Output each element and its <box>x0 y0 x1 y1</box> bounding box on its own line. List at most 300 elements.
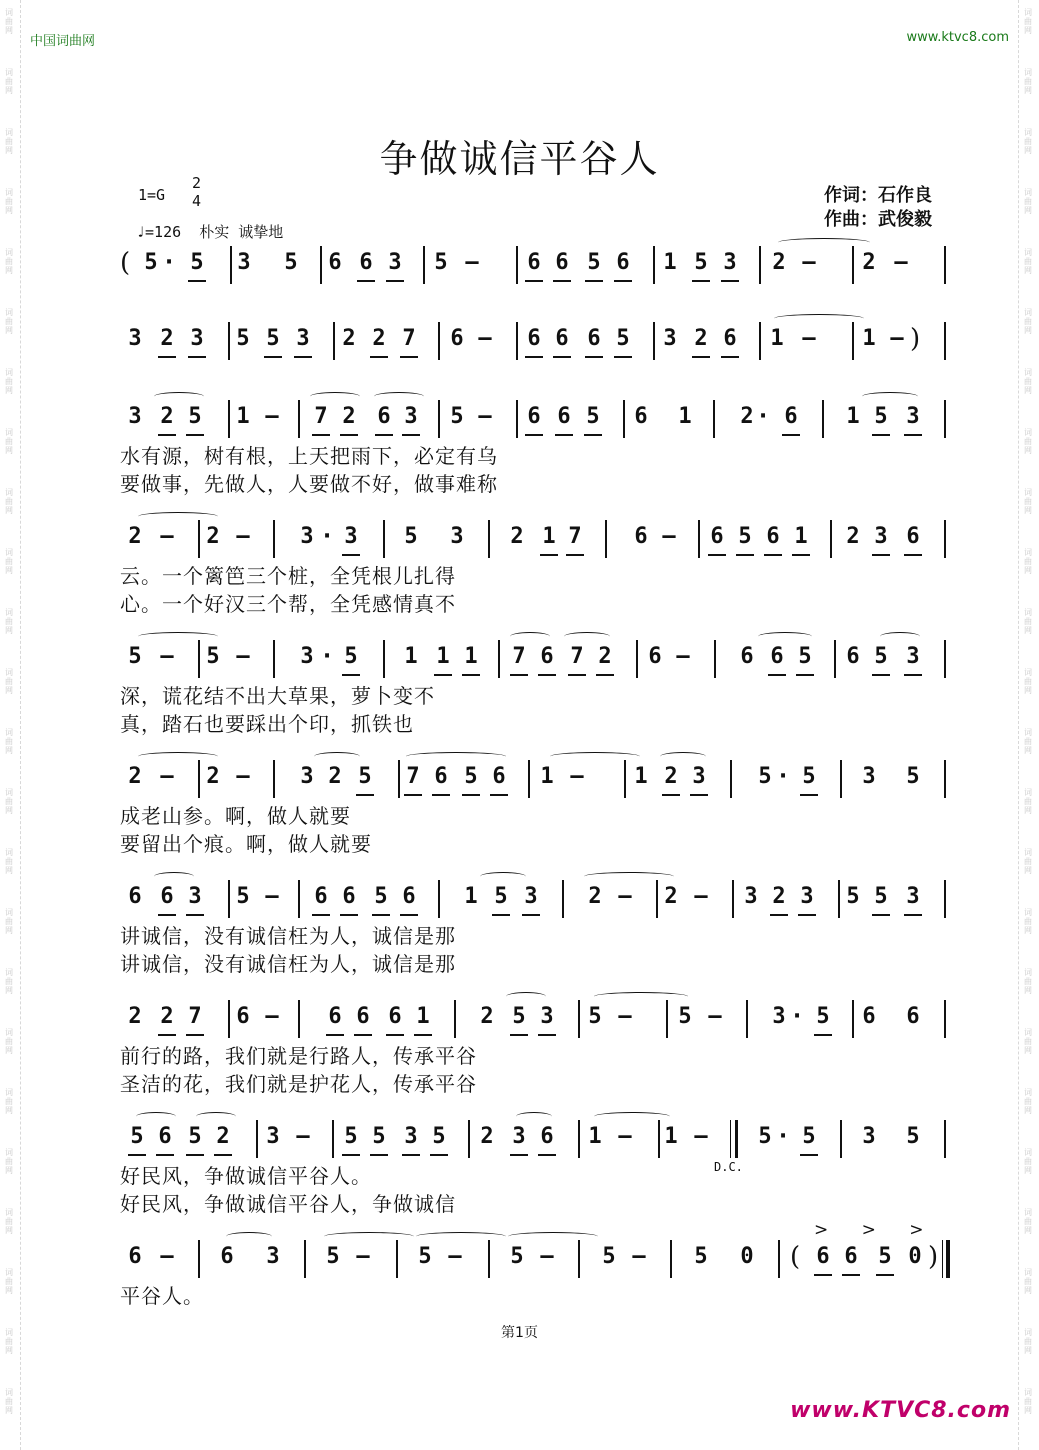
score-note: 2 <box>128 524 142 549</box>
score-note: 5 <box>906 764 920 789</box>
dotted-note-dot: · <box>792 1004 802 1029</box>
score-note: – <box>618 1004 632 1029</box>
slur-mark <box>154 392 204 401</box>
score-note: – <box>708 1004 722 1029</box>
score-note: 3 <box>400 404 422 429</box>
bar-line <box>578 1000 580 1038</box>
lyrics-line: 讲诚信，没有诚信枉为人，诚信是那 <box>120 952 456 976</box>
bar-line <box>636 640 638 678</box>
score-note: 2 <box>846 524 860 549</box>
bar-line <box>730 760 732 798</box>
lyrics-line: 好民风，争做诚信平谷人，争做诚信 <box>120 1192 456 1216</box>
song-title: 争做诚信平谷人 <box>379 137 660 181</box>
bar-line <box>822 400 824 438</box>
score-note: 5 <box>434 250 448 275</box>
bar-line <box>198 1240 200 1278</box>
bar-line <box>528 760 530 798</box>
watermark-text: 词 曲 网 <box>1024 128 1032 155</box>
score-note: 1 <box>770 326 784 351</box>
slur-mark <box>564 632 610 641</box>
score-note: 3 <box>266 1124 280 1149</box>
bar-line <box>333 322 335 360</box>
watermark-text: 词 曲 网 <box>5 608 13 635</box>
quarter-note-icon: ♩ <box>136 223 146 241</box>
watermark-text: 词 曲 网 <box>1024 908 1032 935</box>
site-name: 中国词曲网 <box>30 34 96 49</box>
score-note: 3 <box>300 764 314 789</box>
bar-line <box>944 880 946 918</box>
score-note: 6 <box>706 524 728 549</box>
watermark-text: 词 曲 网 <box>5 428 13 455</box>
score-note: 2 <box>664 884 678 909</box>
score-note: 1 <box>464 884 478 909</box>
score-note: 3 <box>128 404 142 429</box>
slur-mark <box>510 632 550 641</box>
bar-line <box>454 1000 456 1038</box>
site-logo: www.KTVC8.com <box>790 1398 1011 1423</box>
repeat-parenthesis: ) <box>910 324 921 354</box>
bar-line <box>944 520 946 558</box>
repeat-parenthesis: ( <box>790 1242 801 1272</box>
bar-line <box>423 246 425 284</box>
score-note: – <box>890 326 904 351</box>
score-note: 2 <box>156 326 178 351</box>
score-note: 1 <box>540 764 554 789</box>
bar-line <box>228 1000 230 1038</box>
lyrics-line: 心。一个好汉三个帮，全凭感情真不 <box>120 592 456 616</box>
lyrics-line: 讲诚信，没有诚信枉为人，诚信是那 <box>120 924 456 948</box>
bar-line <box>578 1120 580 1158</box>
score-note: 2 <box>212 1124 234 1149</box>
score-note: 3 <box>300 524 314 549</box>
bar-line <box>732 880 734 918</box>
lyrics-line: 深，谎花结不出大草果，萝卜变不 <box>120 684 435 708</box>
composer: 作曲：武俊毅 <box>824 209 932 230</box>
score-note: – <box>236 524 250 549</box>
score-note: 5 <box>368 1124 390 1149</box>
bar-line <box>398 760 400 798</box>
watermark-text: 词 曲 网 <box>1024 188 1032 215</box>
bar-line <box>516 400 518 438</box>
watermark-text: 词 曲 网 <box>1024 608 1032 635</box>
lyricist: 作词：石作良 <box>824 185 932 206</box>
score-note: 1 <box>404 644 418 669</box>
bar-line <box>944 760 946 798</box>
slur-mark <box>138 752 218 761</box>
page-number: 第1页 <box>501 1325 538 1341</box>
bar-line <box>198 760 200 798</box>
bar-line <box>698 520 700 558</box>
score-note: 2 <box>480 1004 494 1029</box>
score-note: 1 <box>678 404 692 429</box>
score-note: 2 <box>328 764 342 789</box>
watermark-text: 词 曲 网 <box>5 1148 13 1175</box>
score-note: – <box>465 250 479 275</box>
score-note: 3 <box>688 764 710 789</box>
score-note: 2 <box>510 524 524 549</box>
slur-mark <box>324 1232 414 1241</box>
watermark-text: 词 曲 网 <box>5 1268 13 1295</box>
lyrics-line: 水有源，树有根，上天把雨下，必定有乌 <box>120 444 498 468</box>
bar-line <box>578 1240 580 1278</box>
score-note: 2 <box>128 1004 142 1029</box>
watermark-text: 词 曲 网 <box>1024 788 1032 815</box>
score-note: 3 <box>902 884 924 909</box>
score-note: 1 <box>790 524 812 549</box>
bar-line <box>298 1000 300 1038</box>
score-note: 2 <box>206 764 220 789</box>
score-note: 7 <box>184 1004 206 1029</box>
slur-mark <box>778 238 870 247</box>
score-note: 1 <box>664 1124 678 1149</box>
score-note: 1 <box>412 1004 434 1029</box>
score-note: – <box>160 1244 174 1269</box>
score-note: 5 <box>694 1244 708 1269</box>
score-note: 6 <box>634 524 648 549</box>
score-note: 3 <box>520 884 542 909</box>
watermark-text: 词 曲 网 <box>1024 668 1032 695</box>
watermark-text: 词 曲 网 <box>5 488 13 515</box>
score-note: 5 <box>612 326 634 351</box>
slur-mark <box>138 632 218 641</box>
score-note: – <box>448 1244 462 1269</box>
score-note: 5 <box>510 1244 524 1269</box>
bar-line <box>516 246 518 284</box>
dc-marking: D.C. <box>714 1160 743 1174</box>
bar-line <box>840 760 842 798</box>
watermark-text: 词 曲 网 <box>5 728 13 755</box>
slur-mark <box>758 632 812 641</box>
score-note: 5 <box>758 1124 772 1149</box>
bar-line <box>488 520 490 558</box>
bar-line <box>383 640 385 678</box>
accent-marks: > > > <box>814 1220 938 1240</box>
score-note: 2 <box>128 764 142 789</box>
slur-mark <box>406 752 506 761</box>
score-note: 3 <box>862 1124 876 1149</box>
score-note: – <box>265 884 279 909</box>
score-note: 5 <box>490 884 512 909</box>
bar-line <box>714 640 716 678</box>
watermark-text: 词 曲 网 <box>5 968 13 995</box>
bar-line <box>713 400 715 438</box>
bar-line <box>298 400 300 438</box>
score-note: – <box>236 764 250 789</box>
lyrics-line: 前行的路，我们就是行路人，传承平谷 <box>120 1044 477 1068</box>
watermark-text: 词 曲 网 <box>5 1208 13 1235</box>
score-note: 5 <box>812 1004 834 1029</box>
bar-line <box>438 322 440 360</box>
bar-line <box>516 322 518 360</box>
bar-line <box>273 520 275 558</box>
watermark-text: 词 曲 网 <box>5 1088 13 1115</box>
bar-line <box>730 1120 731 1158</box>
score-note: 5 <box>602 1244 616 1269</box>
score-note: 3 <box>128 326 142 351</box>
dotted-note-dot: · <box>322 524 332 549</box>
bar-line <box>653 322 655 360</box>
score-note: – <box>296 1124 310 1149</box>
bar-line <box>198 640 200 678</box>
score-note: – <box>160 764 174 789</box>
score-note: 3 <box>870 524 892 549</box>
bar-line <box>383 520 385 558</box>
watermark-text: 词 曲 网 <box>5 548 13 575</box>
bar-line <box>298 880 300 918</box>
lyrics-line: 平谷人。 <box>120 1284 204 1308</box>
score-note: – <box>676 644 690 669</box>
score-note: – <box>265 404 279 429</box>
score-note: 5 <box>144 250 158 275</box>
score-note: 5 <box>428 1124 450 1149</box>
score-note: 5 <box>236 884 250 909</box>
score-note: 5 <box>678 1004 692 1029</box>
score-note: 6 <box>128 1244 142 1269</box>
score-note: 5 <box>370 884 392 909</box>
watermark-text: 词 曲 网 <box>5 308 13 335</box>
score-note: 6 <box>551 250 573 275</box>
score-note: – <box>618 884 632 909</box>
score-note: 6 <box>551 326 573 351</box>
score-note: 3 <box>862 764 876 789</box>
score-note: 5 <box>508 1004 530 1029</box>
bar-line <box>304 1240 306 1278</box>
dotted-note-dot: · <box>778 1124 788 1149</box>
score-note: 6 <box>220 1244 234 1269</box>
score-note: 6 <box>553 404 575 429</box>
score-note: 5 <box>734 524 756 549</box>
score-note: 3 <box>719 250 741 275</box>
watermark-text: 词 曲 网 <box>5 848 13 875</box>
bar-line <box>778 1240 780 1278</box>
bar-line <box>488 1240 490 1278</box>
score-note: 5 <box>206 644 220 669</box>
score-note: 5 <box>326 1244 340 1269</box>
score-note: 7 <box>310 404 332 429</box>
slur-mark <box>506 992 546 1001</box>
watermark-text: 词 曲 网 <box>5 668 13 695</box>
bar-line <box>653 246 655 284</box>
bar-line <box>834 640 836 678</box>
bar-line <box>273 760 275 798</box>
score-note: 2 <box>690 326 712 351</box>
score-note: 5 <box>354 764 376 789</box>
score-note: 5 <box>583 250 605 275</box>
score-note: 2 <box>768 884 790 909</box>
lyrics-line: 好民风，争做诚信平谷人。 <box>120 1164 372 1188</box>
watermark-text: 词 曲 网 <box>1024 1028 1032 1055</box>
slur-mark <box>374 392 424 401</box>
score-note: 6 <box>840 1244 862 1269</box>
dotted-note-dot: · <box>758 404 768 429</box>
dotted-note-dot: · <box>778 764 788 789</box>
bar-line <box>230 246 232 284</box>
bar-line <box>735 1120 738 1158</box>
score-note: 1 <box>236 404 250 429</box>
score-note: 2 <box>156 1004 178 1029</box>
slur-mark <box>660 752 706 761</box>
score-note: – <box>478 326 492 351</box>
watermark-text: 词 曲 网 <box>5 8 13 35</box>
bar-line <box>852 1000 854 1038</box>
score-note: 3 <box>384 250 406 275</box>
watermark-text: 词 曲 网 <box>1024 68 1032 95</box>
score-note: 2 <box>660 764 682 789</box>
slur-mark <box>226 1232 272 1241</box>
score-note: 1 <box>663 250 677 275</box>
slur-mark <box>508 1232 598 1241</box>
score-note: 5 <box>460 764 482 789</box>
bar-line <box>759 322 761 360</box>
watermark-text: 词 曲 网 <box>1024 1328 1032 1355</box>
score-note: 3 <box>292 326 314 351</box>
slur-mark <box>774 314 864 323</box>
lyrics-line: 成老山参。啊，做人就要 <box>120 804 351 828</box>
score-note: – <box>570 764 584 789</box>
score-note: 6 <box>488 764 510 789</box>
repeat-parenthesis: ) <box>928 1242 939 1272</box>
score-note: 5 <box>450 404 464 429</box>
bar-line <box>946 1240 950 1278</box>
score-note: 0 <box>908 1244 922 1269</box>
bar-line <box>562 880 564 918</box>
watermark-text: 词 曲 网 <box>5 248 13 275</box>
watermark-text: 词 曲 网 <box>5 908 13 935</box>
credits <box>824 184 932 232</box>
score-note: 6 <box>355 250 377 275</box>
score-note: 3 <box>663 326 677 351</box>
slur-mark <box>416 1232 506 1241</box>
bar-line <box>852 246 854 284</box>
score-note: 5 <box>340 644 362 669</box>
score-note: 6 <box>236 1004 250 1029</box>
bar-line <box>273 640 275 678</box>
score-note: 6 <box>352 1004 374 1029</box>
bar-line <box>438 880 440 918</box>
watermark-text: 词 曲 网 <box>1024 1268 1032 1295</box>
score-note: 1 <box>862 326 876 351</box>
score-note: 5 <box>236 326 250 351</box>
bar-line <box>830 520 832 558</box>
watermark-text: 词 曲 网 <box>1024 1388 1032 1415</box>
score-note: 6 <box>338 884 360 909</box>
score-note: 3 <box>902 644 924 669</box>
score-note: 7 <box>402 764 424 789</box>
lyrics-line: 要留出个痕。啊，做人就要 <box>120 832 372 856</box>
score-note: 6 <box>780 404 802 429</box>
score-note: 3 <box>237 250 251 275</box>
bar-line <box>624 760 626 798</box>
slur-mark <box>516 1112 552 1121</box>
score-note: 6 <box>156 884 178 909</box>
score-note: 6 <box>634 404 648 429</box>
score-note: 6 <box>740 644 754 669</box>
score-note: 3 <box>340 524 362 549</box>
score-note: 7 <box>566 644 588 669</box>
score-note: 3 <box>772 1004 786 1029</box>
bar-line <box>228 322 230 360</box>
slur-mark <box>310 392 360 401</box>
bar-line <box>944 322 946 360</box>
score-note: 6 <box>430 764 452 789</box>
site-url: www.ktvc8.com <box>906 30 1009 45</box>
score-note: 5 <box>846 884 860 909</box>
score-note: – <box>160 524 174 549</box>
score-note: 6 <box>612 250 634 275</box>
bar-line <box>605 520 607 558</box>
tempo-marking: ♩=126 朴实 诚挚地 <box>136 223 284 241</box>
score-note: 6 <box>719 326 741 351</box>
watermark-text: 词 曲 网 <box>5 1388 13 1415</box>
score-note: 6 <box>523 326 545 351</box>
score-note: 3 <box>266 1244 280 1269</box>
score-note: 3 <box>186 326 208 351</box>
score-note: 3 <box>536 1004 558 1029</box>
score-note: 6 <box>846 644 860 669</box>
score-note: 2 <box>338 404 360 429</box>
watermark-text: 词 曲 网 <box>5 1328 13 1355</box>
bar-line <box>944 246 946 284</box>
bar-line <box>498 640 500 678</box>
bar-line <box>396 1240 398 1278</box>
score-note: 1 <box>538 524 560 549</box>
score-note: 6 <box>384 1004 406 1029</box>
bar-line <box>944 640 946 678</box>
bar-line <box>670 1240 672 1278</box>
watermark-text: 词 曲 网 <box>5 788 13 815</box>
score-note: 5 <box>874 1244 896 1269</box>
slur-mark <box>594 992 688 1001</box>
bar-line <box>320 246 322 284</box>
score-note: 3 <box>508 1124 530 1149</box>
score-note: 6 <box>310 884 332 909</box>
score-note: 1 <box>588 1124 602 1149</box>
score-note: 5 <box>184 404 206 429</box>
bar-line <box>468 1120 470 1158</box>
watermark-text: 词 曲 网 <box>1024 1088 1032 1115</box>
watermark-text: 词 曲 网 <box>5 368 13 395</box>
score-note: 6 <box>648 644 662 669</box>
score-note: 6 <box>766 644 788 669</box>
score-note: 5 <box>284 250 298 275</box>
score-note: 6 <box>762 524 784 549</box>
score-note: 3 <box>400 1124 422 1149</box>
watermark-text: 词 曲 网 <box>1024 968 1032 995</box>
score-note: 2 <box>862 250 876 275</box>
score-note: 5 <box>794 644 816 669</box>
bar-line <box>666 1000 668 1038</box>
score-note: 6 <box>128 884 142 909</box>
bar-line <box>228 400 230 438</box>
bar-line <box>942 1240 943 1278</box>
score-note: 5 <box>418 1244 432 1269</box>
bar-line <box>198 520 200 558</box>
watermark-text: 词 曲 网 <box>5 68 13 95</box>
watermark-text: 词 曲 网 <box>1024 1208 1032 1235</box>
score-note: 5 <box>340 1124 362 1149</box>
score-note: 6 <box>583 326 605 351</box>
score-note: – <box>478 404 492 429</box>
score-note: 5 <box>582 404 604 429</box>
bar-line <box>759 246 761 284</box>
left-margin-watermark <box>0 0 21 1450</box>
score-note: 1 <box>432 644 454 669</box>
score-note: 5 <box>186 250 208 275</box>
score-note: – <box>265 1004 279 1029</box>
watermark-text: 词 曲 网 <box>1024 8 1032 35</box>
score-note: 5 <box>758 764 772 789</box>
score-note: 5 <box>404 524 418 549</box>
